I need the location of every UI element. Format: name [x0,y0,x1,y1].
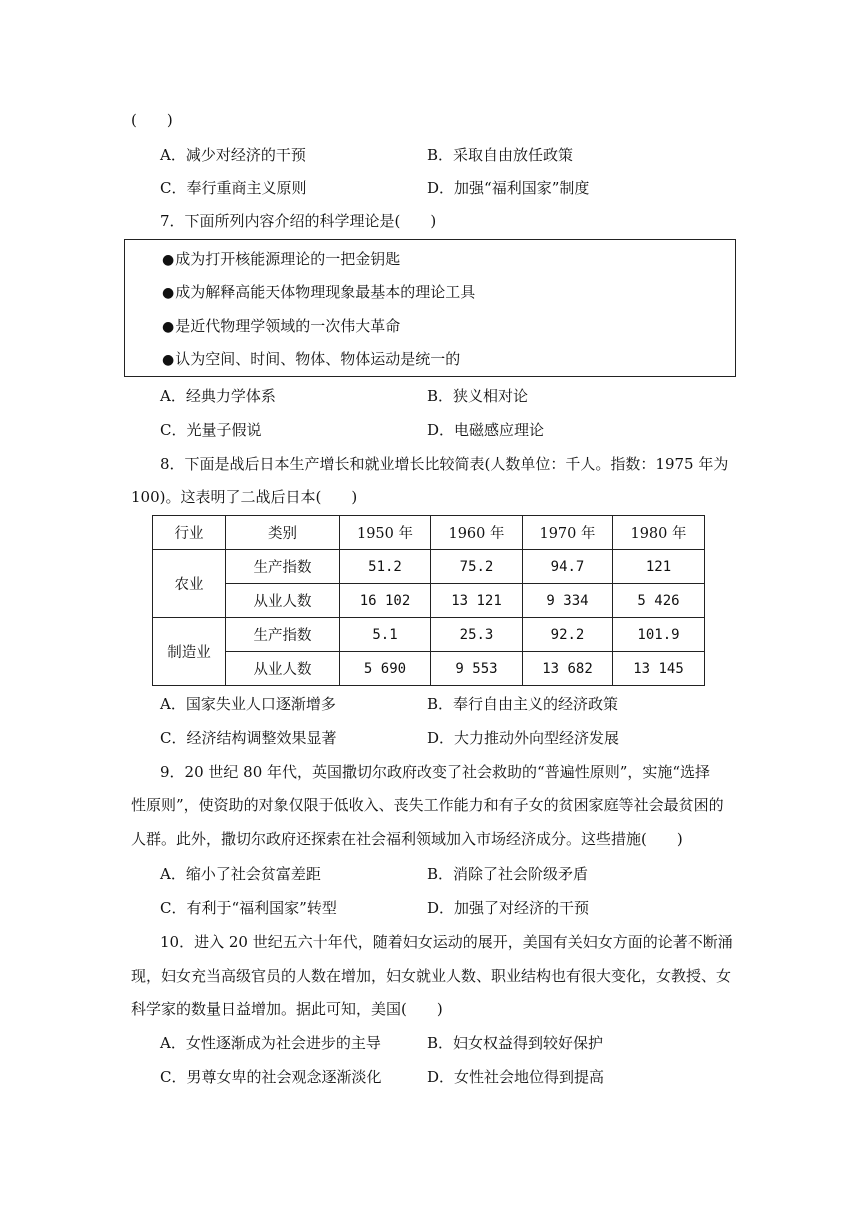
q10-option-a: A．女性逐渐成为社会进步的主导 [160,1034,381,1052]
table-cell: 121 [613,550,705,584]
q7-option-b: B．狭义相对论 [427,387,529,405]
table-row-label: 从业人数 [226,584,340,618]
q10-option-d: D．女性社会地位得到提高 [427,1068,605,1086]
q7-option-a: A．经典力学体系 [160,387,276,405]
table-row [153,618,705,652]
table-group-cell: 制造业 [153,618,226,686]
table-header-cell: 1980 年 [613,516,705,550]
q6-answer-blank: ( ) [131,111,173,129]
table-row [153,652,705,686]
q9-stem-line1: 9．20 世纪 80 年代，英国撒切尔政府改变了社会救助的“普遍性原则”，实施“选择 [160,763,711,781]
q8-option-b: B．奉行自由主义的经济政策 [427,695,619,713]
q7-option-d: D．电磁感应理论 [427,421,545,439]
q8-option-d: D．大力推动外向型经济发展 [427,729,620,747]
table-cell: 5.1 [340,618,431,652]
table-row-label: 生产指数 [226,550,340,584]
q9-stem-line2: 性原则”，使资助的对象仅限于低收入、丧失工作能力和有子女的贫困家庭等社会最贫困的 [131,796,724,814]
table-cell: 9 334 [523,584,613,618]
table-row-label: 生产指数 [226,618,340,652]
table-cell: 101.9 [613,618,705,652]
table-cell: 5 426 [613,584,705,618]
q8-data-table [152,515,705,686]
q9-option-c: C．有利于“福利国家”转型 [160,899,337,917]
table-group-cell: 农业 [153,550,226,618]
q7-stem: 7．下面所列内容介绍的科学理论是( ) [160,212,437,230]
table-cell: 51.2 [340,550,431,584]
table-header-row [153,516,705,550]
q7-info-box [124,239,736,377]
table-cell: 92.2 [523,618,613,652]
table-header-cell: 1950 年 [340,516,431,550]
q6-option-a: A．减少对经济的干预 [160,146,306,164]
q7-box-item: ● 是近代物理学领域的一次伟大革命 [162,316,400,337]
q7-box-item: ● 成为解释高能天体物理现象最基本的理论工具 [162,282,475,303]
table-cell: 94.7 [523,550,613,584]
table-cell: 75.2 [431,550,523,584]
table-header-cell: 类别 [226,516,340,550]
q9-option-d: D．加强了对经济的干预 [427,899,590,917]
q8-stem-line2: 100)。这表明了二战后日本( ) [131,488,358,506]
q6-option-b: B．采取自由放任政策 [427,146,574,164]
table-row [153,550,705,584]
table-cell: 25.3 [431,618,523,652]
table-row [153,584,705,618]
q6-option-c: C．奉行重商主义原则 [160,179,307,197]
q10-stem-line3: 科学家的数量日益增加。据此可知，美国( ) [131,1000,443,1018]
q10-option-c: C．男尊女卑的社会观念逐渐淡化 [160,1068,382,1086]
table-row-label: 从业人数 [226,652,340,686]
q7-box-item: ● 认为空间、时间、物体、物体运动是统一的 [162,349,460,370]
q10-stem-line1: 10．进入 20 世纪五六十年代，随着妇女运动的展开，美国有关妇女方面的论著不断涌 [160,933,733,951]
table-header-cell: 1970 年 [523,516,613,550]
table-cell: 13 682 [523,652,613,686]
q9-option-a: A．缩小了社会贫富差距 [160,865,321,883]
table-header-cell: 1960 年 [431,516,523,550]
table-cell: 13 121 [431,584,523,618]
q10-stem-line2: 现，妇女充当高级官员的人数在增加，妇女就业人数、职业结构也有很大变化，女教授、女 [131,967,732,985]
q8-option-c: C．经济结构调整效果显著 [160,729,337,747]
table-cell: 5 690 [340,652,431,686]
q10-option-b: B．妇女权益得到较好保护 [427,1034,604,1052]
q7-option-c: C．光量子假说 [160,421,262,439]
q8-option-a: A．国家失业人口逐渐增多 [160,695,336,713]
q6-option-d: D．加强“福利国家”制度 [427,179,590,197]
table-cell: 16 102 [340,584,431,618]
q7-box-item: ● 成为打开核能源理论的一把金钥匙 [162,249,400,270]
q8-stem-line1: 8．下面是战后日本生产增长和就业增长比较简表(人数单位：千人。指数：1975 年为 [160,455,729,473]
q9-option-b: B．消除了社会阶级矛盾 [427,865,589,883]
table-cell: 13 145 [613,652,705,686]
table-cell: 9 553 [431,652,523,686]
q9-stem-line3: 人群。此外，撒切尔政府还探索在社会福利领域加入市场经济成分。这些措施( ) [131,830,683,848]
table-header-cell: 行业 [153,516,226,550]
